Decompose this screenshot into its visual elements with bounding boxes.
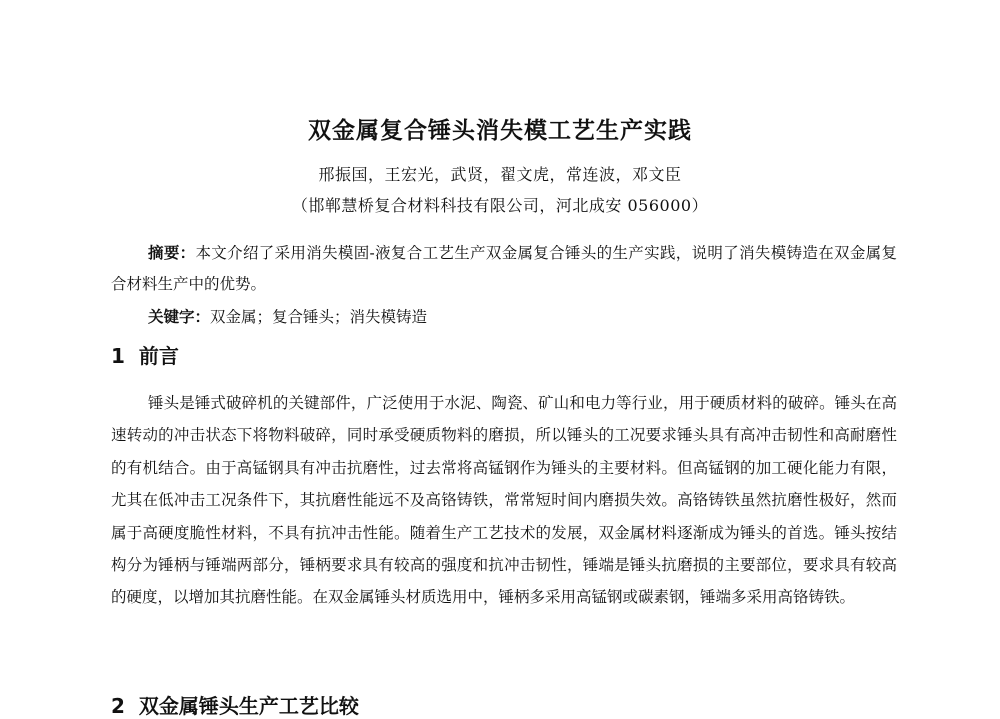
keywords-label: 关键字：	[148, 308, 211, 326]
section-number: 2	[111, 694, 125, 718]
paper-title: 双金属复合锤头消失模工艺生产实践	[308, 118, 692, 144]
abstract-label: 摘要：	[148, 244, 196, 262]
abstract-paragraph	[111, 238, 897, 300]
section-number: 1	[111, 344, 125, 368]
section-heading-1	[111, 340, 179, 369]
paper-authors: 邢振国，王宏光，武贤，翟文虎，常连波，邓文臣	[318, 165, 682, 184]
keywords-text: 双金属；复合锤头；消失模铸造	[210, 308, 428, 326]
abstract-text: 本文介绍了采用消失模固-液复合工艺生产双金属复合锤头的生产实践，说明了消失模铸造在双金属复合材料生产中的优势。	[111, 244, 897, 293]
intro-paragraph: 锤头是锤式破碎机的关键部件，广泛使用于水泥、陶瓷、矿山和电力等行业，用于硬质材料的破碎。锤头在高速转动的冲击状态下将物料破碎，同时承受硬质物料的磨损，所以锤头的工况要求锤头具有高冲击韧性和高耐磨性的有机结合。由于高锰钢具有冲击抗磨性，过去常将高锰钢作为锤头的主要材料。但高锰钢的加工硬化能力有限，尤其在低冲击工况条件下，其抗磨性能远不及高铬铸铁，常常短时间内磨损失效。高铬铸铁虽然抗磨性极好，然而属于高硬度脆性材料，不具有抗冲击性能。随着生产工艺技术的发展，双金属材料逐渐成为锤头的首选。锤头按结构分为锤柄与锤端两部分，锤柄要求具有较高的强度和抗冲击韧性，锤端是锤头抗磨损的主要部位，要求具有较高的硬度，以增加其抗磨性能。在双金属锤头材质选用中，锤柄多采用高锰钢或碳素钢，锤端多采用高铬铸铁。	[111, 394, 897, 607]
section-heading-2	[111, 690, 359, 719]
section-title: 前言	[138, 344, 179, 368]
paper-affiliation: （邯郸慧桥复合材料科技有限公司，河北成安 056000）	[291, 196, 709, 215]
keywords-paragraph	[111, 302, 897, 333]
section-title: 双金属锤头生产工艺比较	[138, 694, 359, 718]
